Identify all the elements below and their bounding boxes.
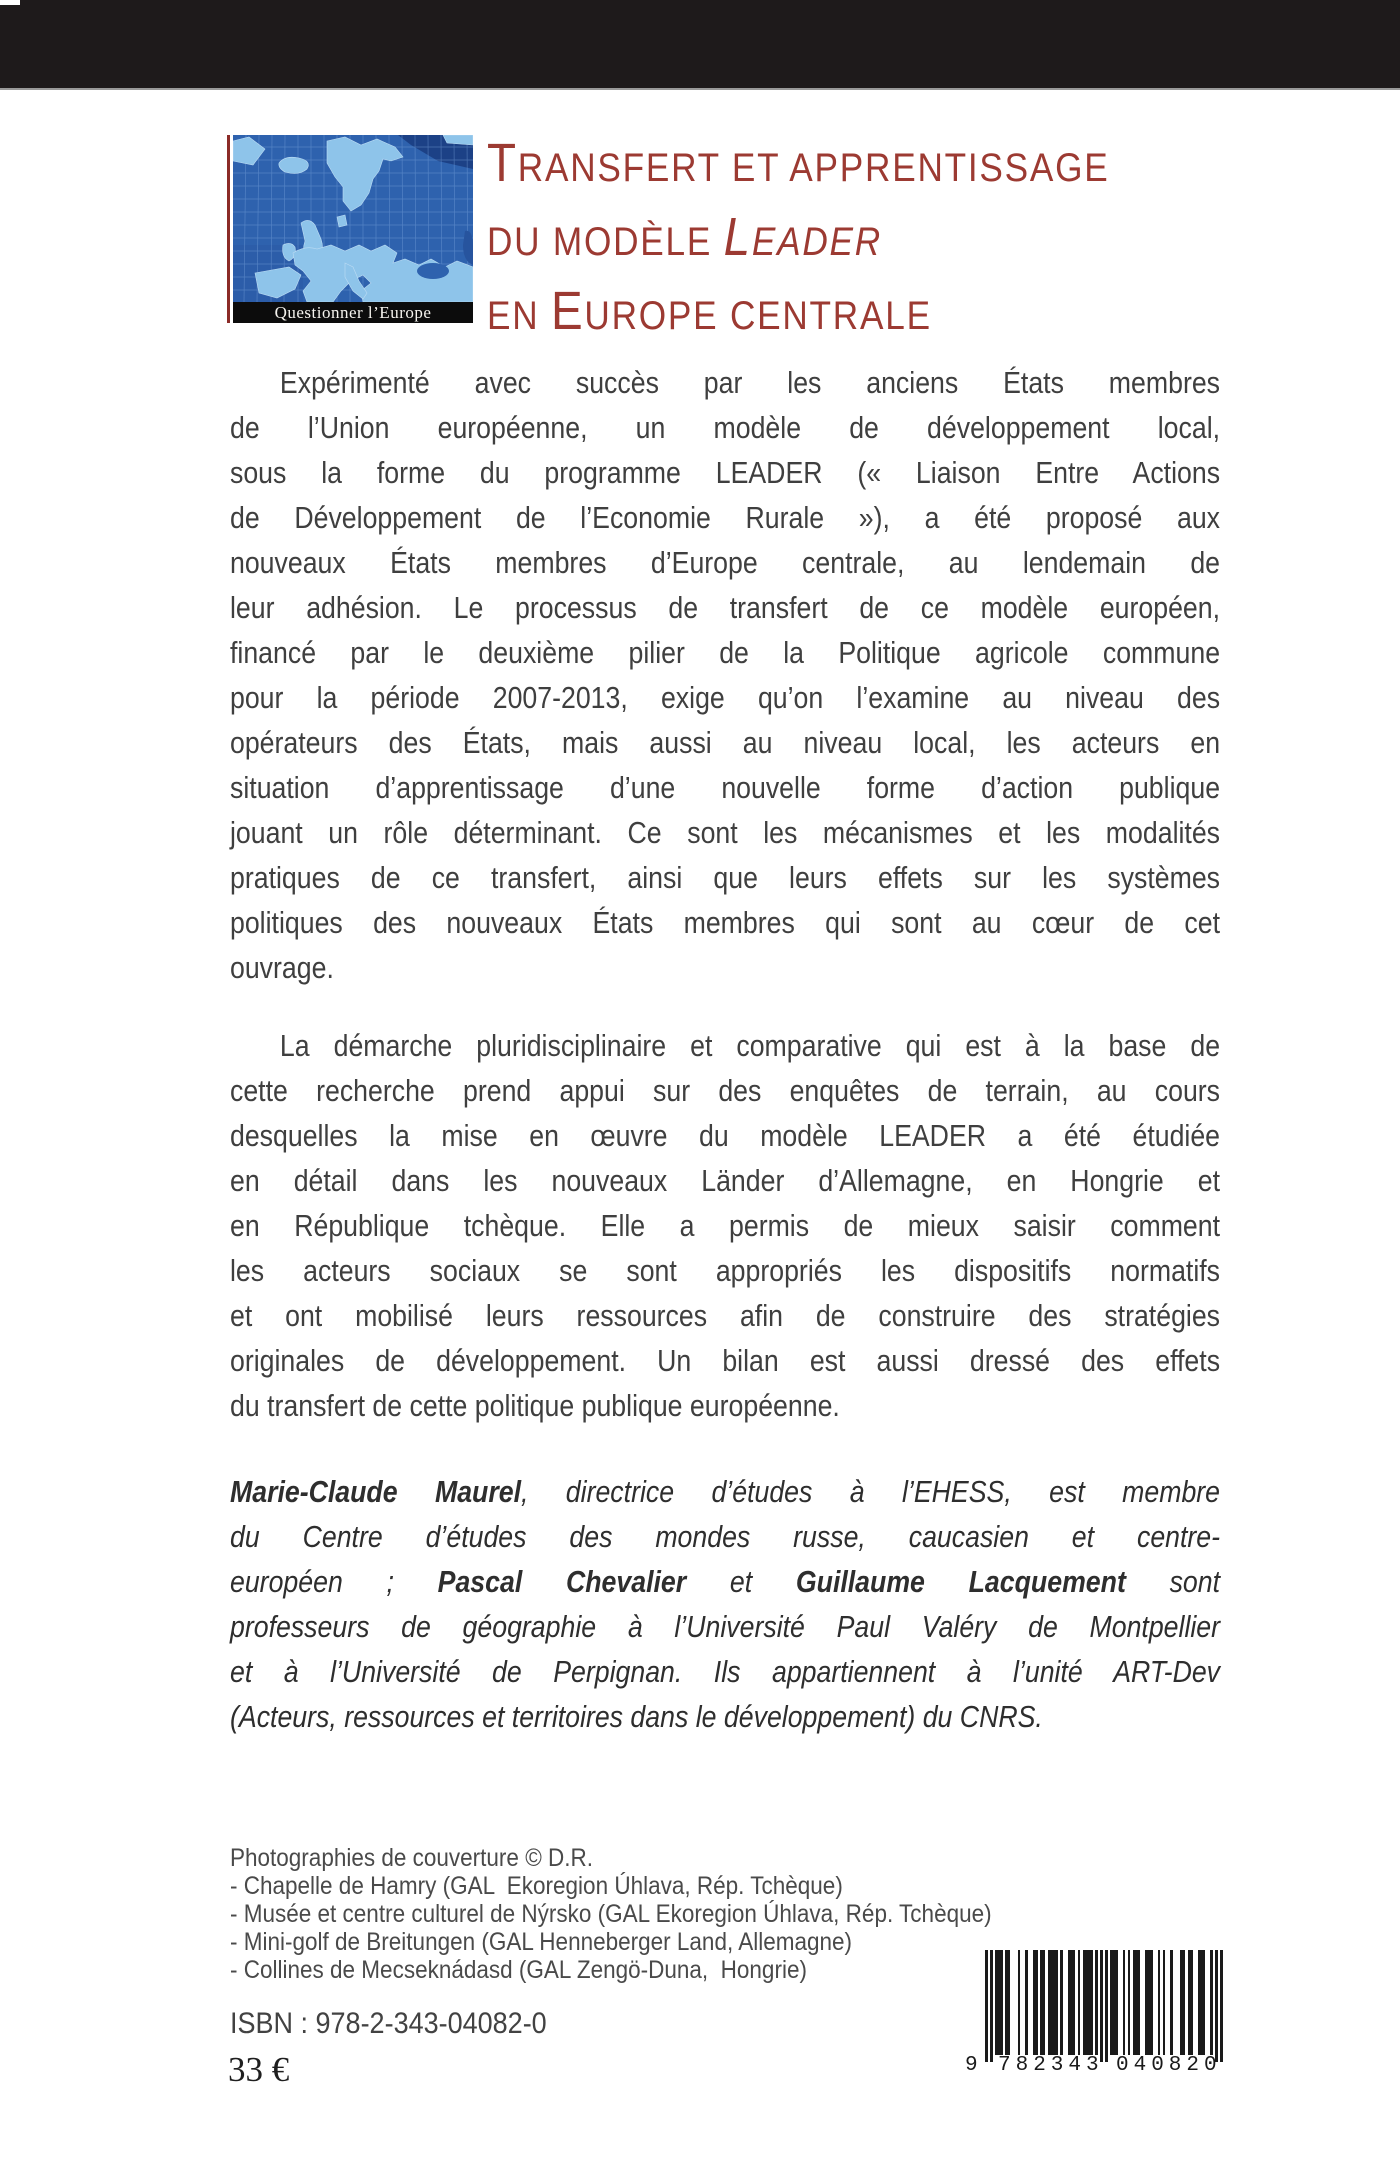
text-line: situation d’apprentissage d’une nouvelle forme d’action publique bbox=[230, 770, 1221, 805]
bio-line: (Acteurs, ressources et territoires dans le développement) du CNRS. bbox=[230, 1699, 1043, 1734]
book-title-line: EN EUROPE CENTRALE bbox=[487, 281, 932, 341]
europe-map-image bbox=[233, 135, 473, 302]
credit-line: - Musée et centre culturel de Nýrsko (GAL Ekoregion Úhlava, Rép. Tchèque) bbox=[230, 1900, 992, 1928]
barcode-digits-left: 782343 bbox=[998, 2054, 1104, 2077]
credit-line: Photographies de couverture © D.R. bbox=[230, 1844, 594, 1872]
text-line: de Développement de l’Economie Rurale »), a été proposé aux bbox=[230, 500, 1221, 535]
text-line: Expérimenté avec succès par les anciens États membres bbox=[279, 365, 1221, 400]
text-line: La démarche pluridisciplinaire et comparative qui est à la base de bbox=[279, 1028, 1221, 1063]
text-line: pratiques de ce transfert, ainsi que leurs effets sur les systèmes bbox=[230, 860, 1221, 895]
text-line: nouveaux États membres d’Europe centrale, au lendemain de bbox=[230, 545, 1221, 580]
europe-map-svg bbox=[233, 135, 473, 302]
barcode-digits-right: 040820 bbox=[1116, 2054, 1222, 2077]
top-black-bar bbox=[0, 0, 1400, 90]
isbn: ISBN : 978-2-343-04082-0 bbox=[230, 2007, 547, 2040]
text-line: en République tchèque. Elle a permis de mieux saisir comment bbox=[230, 1208, 1221, 1243]
credit-line: - Chapelle de Hamry (GAL Ekoregion Úhlava, Rép. Tchèque) bbox=[230, 1872, 843, 1900]
text-line: ouvrage. bbox=[230, 950, 334, 985]
text-line: financé par le deuxième pilier de la Politique agricole commune bbox=[230, 635, 1221, 670]
scan-artifact bbox=[0, 0, 20, 5]
summary-paragraph-2 bbox=[230, 1023, 1220, 1428]
barcode-digit-lead: 9 bbox=[965, 2054, 983, 2077]
text-line: sous la forme du programme LEADER (« Liaison Entre Actions bbox=[230, 455, 1221, 490]
credit-line: - Collines de Mecseknádasd (GAL Zengö-Duna, Hongrie) bbox=[230, 1956, 807, 1984]
text-line: de l’Union européenne, un modèle de développement local, bbox=[230, 410, 1221, 445]
bio-line: du Centre d’études des mondes russe, caucasien et centre- bbox=[230, 1519, 1221, 1554]
collection-name: Questionner l’Europe bbox=[233, 302, 473, 323]
book-title-line: TRANSFERT ET APPRENTISSAGE bbox=[487, 133, 1110, 193]
barcode bbox=[965, 1950, 1223, 2080]
summary-paragraph-1 bbox=[230, 360, 1220, 990]
text-line: desquelles la mise en œuvre du modèle LEADER a été étudiée bbox=[230, 1118, 1221, 1153]
authors-bio bbox=[230, 1469, 1220, 1739]
photo-credits bbox=[230, 1844, 992, 1984]
book-title-line: DU MODÈLE LEADER bbox=[487, 207, 882, 267]
text-line: en détail dans les nouveaux Länder d’Allemagne, en Hongrie et bbox=[230, 1163, 1221, 1198]
book-title bbox=[487, 126, 1110, 348]
text-line: opérateurs des États, mais aussi au niveau local, les acteurs en bbox=[230, 725, 1221, 760]
price: 33 € bbox=[228, 2050, 290, 2089]
text-line: jouant un rôle déterminant. Ce sont les mécanismes et les modalités bbox=[230, 815, 1221, 850]
bio-line: européen ; Pascal Chevalier et Guillaume Lacquement sont bbox=[230, 1564, 1221, 1599]
logo-red-line bbox=[227, 135, 230, 323]
text-line: les acteurs sociaux se sont appropriés les dispositifs normatifs bbox=[230, 1253, 1221, 1288]
bio-line: Marie-Claude Maurel, directrice d’études à l’EHESS, est membre bbox=[230, 1474, 1221, 1509]
bio-line: et à l’Université de Perpignan. Ils appartiennent à l’unité ART-Dev bbox=[230, 1654, 1221, 1689]
text-line: leur adhésion. Le processus de transfert de ce modèle européen, bbox=[230, 590, 1221, 625]
text-line: cette recherche prend appui sur des enquêtes de terrain, au cours bbox=[230, 1073, 1221, 1108]
bio-line: professeurs de géographie à l’Université Paul Valéry de Montpellier bbox=[230, 1609, 1221, 1644]
barcode-bars bbox=[985, 1950, 1223, 2062]
text-line: et ont mobilisé leurs ressources afin de construire des stratégies bbox=[230, 1298, 1221, 1333]
text-line: pour la période 2007-2013, exige qu’on l’examine au niveau des bbox=[230, 680, 1221, 715]
text-line: politiques des nouveaux États membres qui sont au cœur de cet bbox=[230, 905, 1221, 940]
collection-logo bbox=[227, 135, 474, 323]
text-line: du transfert de cette politique publique européenne. bbox=[230, 1388, 840, 1423]
credit-line: - Mini-golf de Breitungen (GAL Henneberger Land, Allemagne) bbox=[230, 1928, 853, 1956]
text-line: originales de développement. Un bilan est aussi dressé des effets bbox=[230, 1343, 1221, 1378]
